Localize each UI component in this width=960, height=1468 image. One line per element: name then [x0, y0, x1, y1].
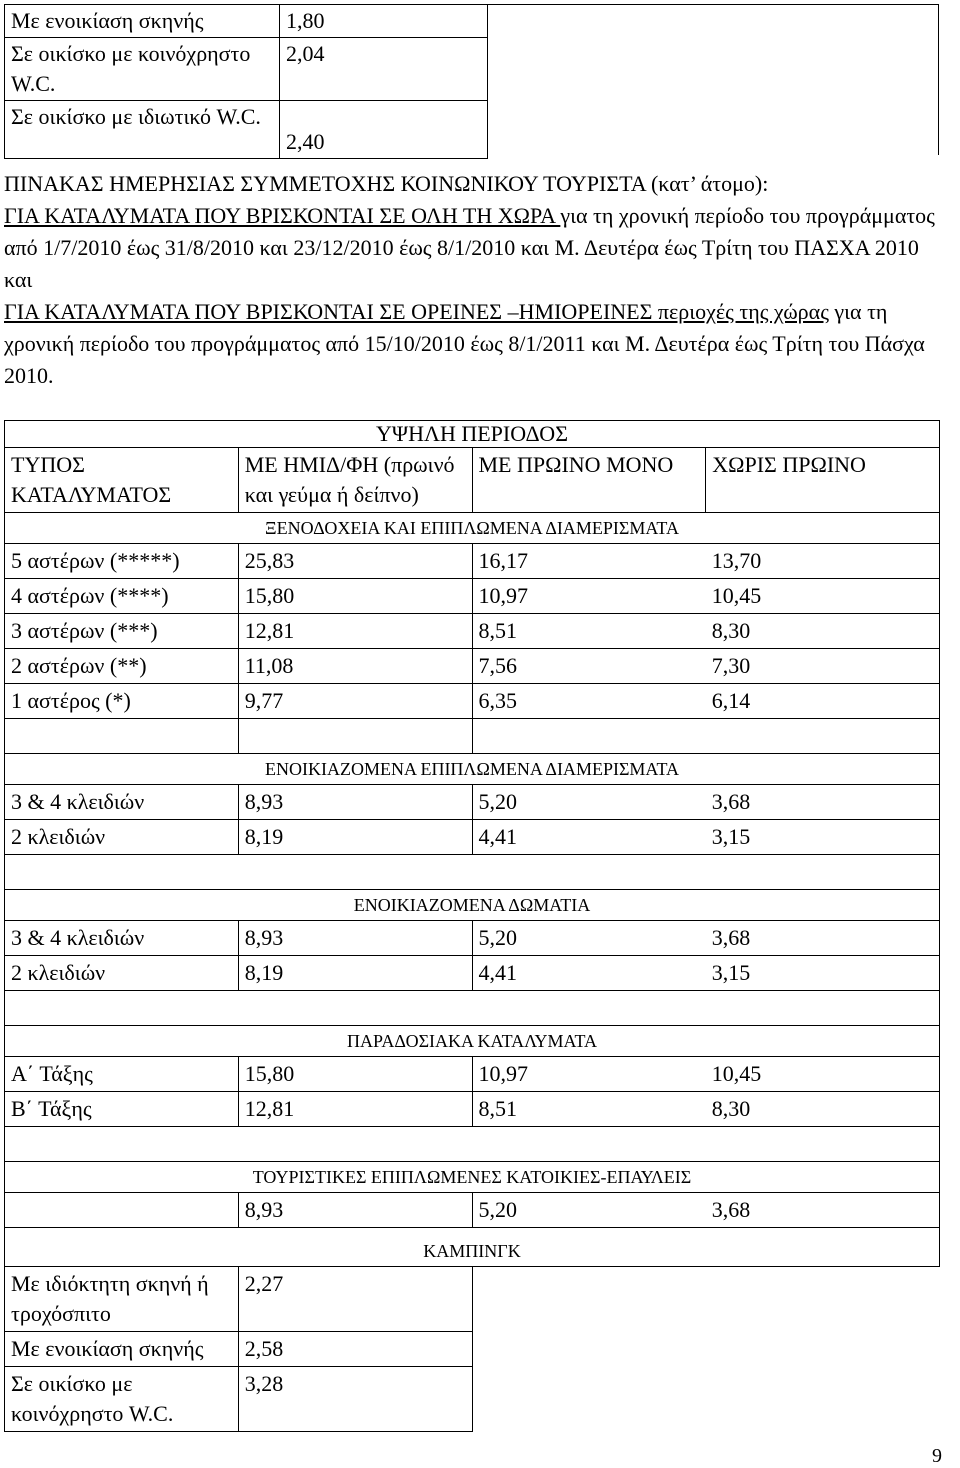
cell-value: 10,45	[706, 1057, 940, 1092]
section-title: ΚΑΜΠΙΝΓΚ	[5, 1228, 940, 1267]
blank-row	[5, 1127, 940, 1162]
cell-value: 3,15	[706, 820, 940, 855]
cell-value: 8,51	[472, 1092, 706, 1127]
top-camping-table	[4, 4, 488, 159]
page-number: 9	[932, 1445, 942, 1467]
cell-value: 8,30	[706, 614, 940, 649]
cell-value: 5,20	[472, 785, 706, 820]
section-header	[5, 513, 940, 544]
cell-type: 2 αστέρων (**)	[5, 649, 239, 684]
cell-value: 10,45	[706, 579, 940, 614]
row-value: 2,40	[280, 101, 488, 159]
cell-value: 15,80	[238, 579, 472, 614]
cell-value: 9,77	[238, 684, 472, 719]
cell-value: 7,30	[706, 649, 940, 684]
section-title: ΞΕΝΟΔΟΧΕΙΑ ΚΑΙ ΕΠΙΠΛΩΜΕΝΑ ΔΙΑΜΕΡΙΣΜΑΤΑ	[5, 513, 940, 544]
section-header	[5, 1026, 940, 1057]
row-label: Σε οικίσκο με ιδιωτικό W.C.	[5, 101, 280, 159]
intro-text	[4, 168, 940, 392]
cell-type: 4 αστέρων (****)	[5, 579, 239, 614]
cell-value: 16,17	[472, 544, 706, 579]
cell-value: 8,19	[238, 820, 472, 855]
period-header: ΥΨΗΛΗ ΠΕΡΙΟΔΟΣ	[5, 421, 940, 448]
section-title: ΕΝΟΙΚΙΑΖΟΜΕΝΑ ΕΠΙΠΛΩΜΕΝΑ ΔΙΑΜΕΡΙΣΜΑΤΑ	[5, 754, 940, 785]
table-row	[5, 921, 940, 956]
table-row	[5, 579, 940, 614]
cell-type: Α΄ Τάξης	[5, 1057, 239, 1092]
cell-value: 3,15	[706, 956, 940, 991]
col-header-type: ΤΥΠΟΣ ΚΑΤΑΛΥΜΑΤΟΣ	[5, 448, 239, 513]
section-header	[5, 754, 940, 785]
cell-type: Β΄ Τάξης	[5, 1092, 239, 1127]
cell-value: 8,93	[238, 785, 472, 820]
col-header-no-breakfast: ΧΩΡΙΣ ΠΡΩΙΝΟ	[706, 448, 940, 513]
header-row	[5, 448, 940, 513]
cell-value: 25,83	[238, 544, 472, 579]
table-row	[5, 1193, 940, 1228]
section-header	[5, 1228, 940, 1267]
blank-row	[5, 719, 940, 754]
section-header	[5, 1162, 940, 1193]
cell-value: 11,08	[238, 649, 472, 684]
col-header-half-board: ΜΕ ΗΜΙΔ/ΦΗ (πρωινό και γεύμα ή δείπνο)	[238, 448, 472, 513]
cell-value: 5,20	[472, 1193, 706, 1228]
cell-value: 8,93	[238, 1193, 472, 1228]
row-value: 1,80	[280, 5, 488, 38]
cell-type: 2 κλειδιών	[5, 956, 239, 991]
cell-type: Με ενοικίαση σκηνής	[5, 1332, 239, 1367]
intro-underlined-2: ΓΙΑ ΚΑΤΑΛΥΜΑΤΑ ΠΟΥ ΒΡΙΣΚΟΝΤΑΙ ΣΕ ΟΡΕΙΝΕΣ –ΗΜΙΟΡΕΙΝΕΣ περιοχές της χώρας	[4, 299, 829, 324]
cell-type: Με ιδιόκτητη σκηνή ή τροχόσπιτο	[5, 1267, 239, 1332]
cell-value: 15,80	[238, 1057, 472, 1092]
cell-type: 2 κλειδιών	[5, 820, 239, 855]
cell-value: 12,81	[238, 1092, 472, 1127]
section-header	[5, 890, 940, 921]
section-title: ΕΝΟΙΚΙΑΖΟΜΕΝΑ ΔΩΜΑΤΙΑ	[5, 890, 940, 921]
cell-value: 10,97	[472, 579, 706, 614]
cell-value: 7,56	[472, 649, 706, 684]
cell-type: Σε οικίσκο με κοινόχρηστο W.C.	[5, 1367, 239, 1432]
cell-value: 8,30	[706, 1092, 940, 1127]
row-value: 2,04	[280, 38, 488, 101]
cell-value: 3,68	[706, 785, 940, 820]
table-row	[5, 614, 940, 649]
intro-underlined-1: ΓΙΑ ΚΑΤΑΛΥΜΑΤΑ ΠΟΥ ΒΡΙΣΚΟΝΤΑΙ ΣΕ ΟΛΗ ΤΗ ΧΩΡΑ	[4, 203, 561, 228]
table-row	[5, 101, 488, 159]
intro-text-1: για τη χρονική περίοδο του προγράμματος από 1/7/2010 έως 31/8/2010 και 23/12/2010 έως 8/1/2010 και Μ. Δευτέρα έως Τρίτη του ΠΑΣΧΑ 2010 και	[4, 203, 935, 292]
intro-heading: ΠΙΝΑΚΑΣ ΗΜΕΡΗΣΙΑΣ ΣΥΜΜΕΤΟΧΗΣ ΚΟΙΝΩΝΙΚΟΥ ΤΟΥΡΙΣΤΑ (κατ’ άτομο):	[4, 171, 769, 196]
cell-value: 3,68	[706, 921, 940, 956]
cell-value: 8,19	[238, 956, 472, 991]
table-row	[5, 421, 940, 448]
col-header-breakfast: ΜΕ ΠΡΩΙΝΟ ΜΟΝΟ	[472, 448, 706, 513]
section-title: ΤΟΥΡΙΣΤΙΚΕΣ ΕΠΙΠΛΩΜΕΝΕΣ ΚΑΤΟΙΚΙΕΣ-ΕΠΑΥΛΕΙΣ	[5, 1162, 940, 1193]
cell-value: 12,81	[238, 614, 472, 649]
cell-type: 3 αστέρων (***)	[5, 614, 239, 649]
table-outline	[487, 4, 939, 155]
table-row	[5, 1332, 940, 1367]
cell-value: 5,20	[472, 921, 706, 956]
cell-type: 1 αστέρος (*)	[5, 684, 239, 719]
blank-row	[5, 991, 940, 1026]
table-row	[5, 1267, 940, 1332]
cell-value: 4,41	[472, 820, 706, 855]
table-row	[5, 1057, 940, 1092]
cell-value: 8,93	[238, 921, 472, 956]
cell-type	[5, 1193, 239, 1228]
row-label: Με ενοικίαση σκηνής	[5, 5, 280, 38]
cell-value: 8,51	[472, 614, 706, 649]
cell-value: 6,35	[472, 684, 706, 719]
cell-type: 3 & 4 κλειδιών	[5, 921, 239, 956]
table-row	[5, 684, 940, 719]
cell-type: 3 & 4 κλειδιών	[5, 785, 239, 820]
blank-row	[5, 855, 940, 890]
table-row	[5, 544, 940, 579]
row-label: Σε οικίσκο με κοινόχρηστο W.C.	[5, 38, 280, 101]
table-row	[5, 820, 940, 855]
table-row	[5, 649, 940, 684]
cell-value: 2,27	[238, 1267, 472, 1332]
rates-table	[4, 420, 940, 1432]
table-row	[5, 785, 940, 820]
cell-value: 3,68	[706, 1193, 940, 1228]
cell-value: 6,14	[706, 684, 940, 719]
cell-type: 5 αστέρων (*****)	[5, 544, 239, 579]
cell-value: 13,70	[706, 544, 940, 579]
table-row	[5, 38, 488, 101]
cell-value: 2,58	[238, 1332, 472, 1367]
table-row	[5, 956, 940, 991]
cell-value: 4,41	[472, 956, 706, 991]
table-row	[5, 1367, 940, 1432]
table-row	[5, 5, 488, 38]
intro-text-2: για τη χρονική περίοδο του προγράμματος από 15/10/2010 έως 8/1/2011 και Μ. Δευτέρα έως Τρίτη του Πάσχα 2010.	[4, 299, 925, 388]
cell-value: 10,97	[472, 1057, 706, 1092]
table-row	[5, 1092, 940, 1127]
cell-value: 3,28	[238, 1367, 472, 1432]
section-title: ΠΑΡΑΔΟΣΙΑΚΑ ΚΑΤΑΛΥΜΑΤΑ	[5, 1026, 940, 1057]
